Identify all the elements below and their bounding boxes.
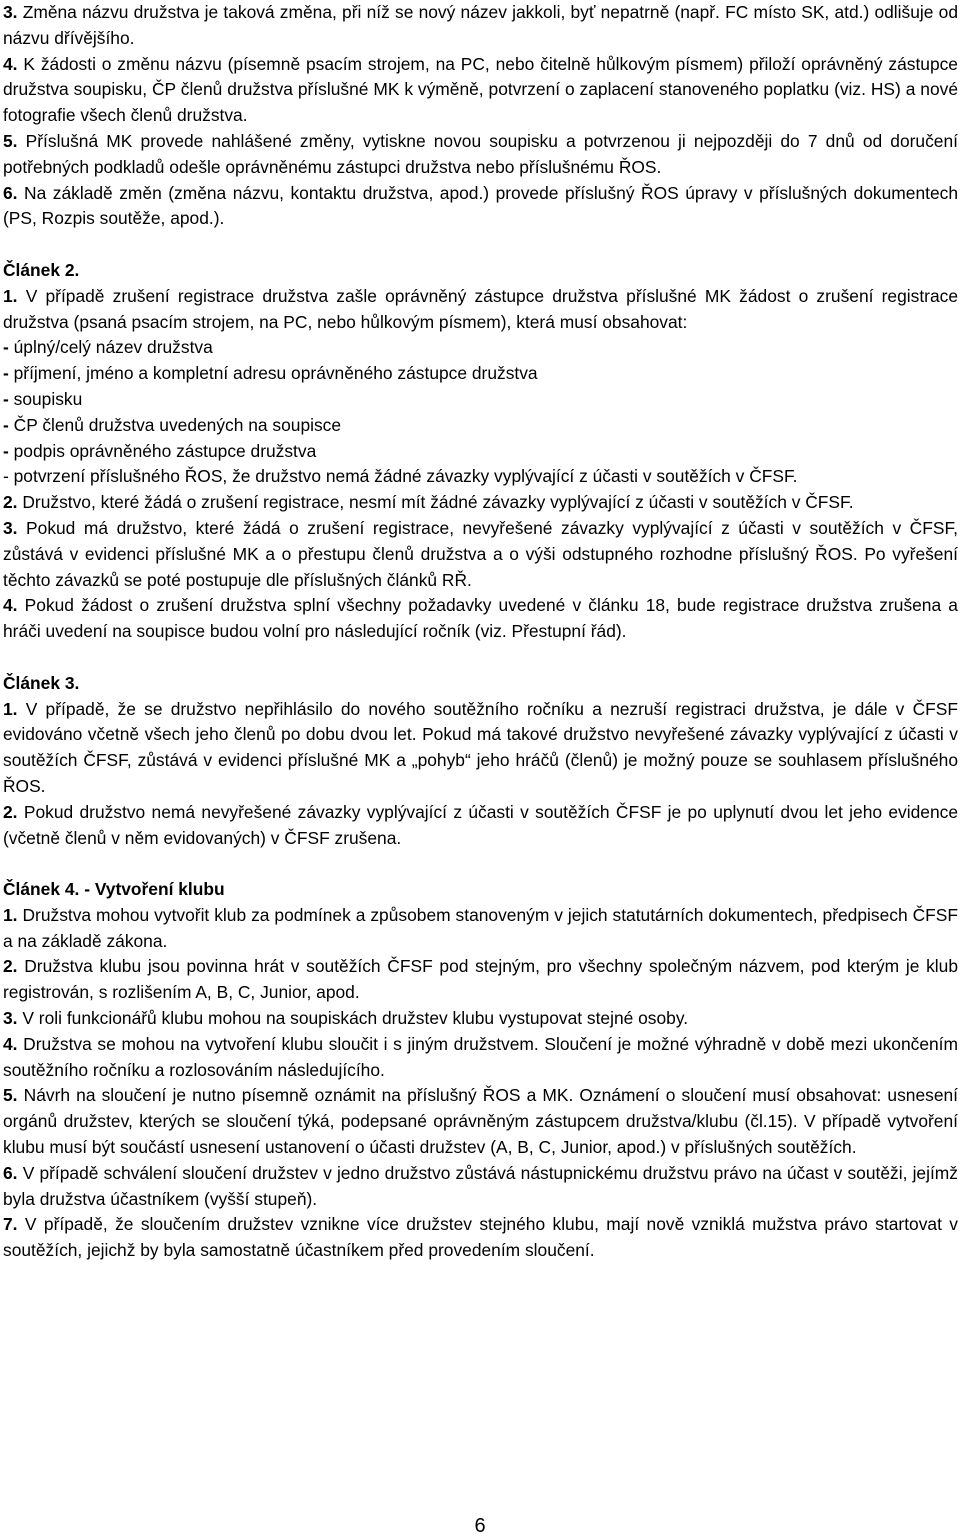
paragraph-number: 6. [3, 1162, 18, 1183]
paragraph-number: 3. [3, 1008, 18, 1029]
paragraph-text: Družstva se mohou na vytvoření klubu sloučit i s jiným družstvem. Sloučení je možné výhradně v době mezi ukončením soutěžního ročníku a rozlosováním následujícího. [3, 1033, 958, 1080]
paragraph [3, 361, 958, 387]
paragraph [3, 413, 958, 439]
paragraph-text: V případě zrušení registrace družstva zašle oprávněný zástupce družstva příslušné MK žádost o zrušení registrace družstva (psaná psacím strojem, na PC, nebo hůlkovým písmem), která musí obsahovat: [3, 285, 958, 332]
paragraph-number: - [3, 440, 9, 461]
paragraph [3, 1212, 958, 1264]
paragraph-text: Na základě změn (změna názvu, kontaktu družstva, apod.) provede příslušný ŘOS úpravy v příslušných dokumentech (PS, Rozpis soutěže, apod.). [3, 182, 958, 229]
paragraph-number: 4. [3, 53, 18, 74]
paragraph-text: Pokud družstvo nemá nevyřešené závazky vyplývající z účasti v soutěžích ČFSF je po uplynutí dvou let jeho evidence (včetně členů v něm evidovaných) v ČFSF zrušena. [3, 801, 958, 848]
paragraph-number: 2. [3, 492, 18, 513]
article-heading: Článek 2. [3, 259, 80, 280]
paragraph-number: 4. [3, 1033, 18, 1054]
paragraph-text: soupisku [13, 388, 83, 409]
paragraph-text: K žádosti o změnu názvu (písemně psacím strojem, na PC, nebo čitelně hůlkovým písmem) přiloží oprávněný zástupce družstva soupisku, ČP členů družstva příslušné MK k výměně, potvrzení o zaplacení stanoveného poplatku (viz. HS) a nové fotografie všech členů družstva. [3, 53, 958, 126]
paragraph-number: 3. [3, 2, 18, 22]
paragraph-number: 1. [3, 904, 18, 925]
paragraph-text: Příslušná MK provede nahlášené změny, vytiskne novou soupisku a potvrzenou ji nejpozději do 7 dnů od doručení potřebných podkladů odešle oprávněnému zástupci družstva nebo příslušnému ŘOS. [3, 130, 958, 177]
paragraph-number: - [3, 414, 9, 435]
paragraph-text: Pokud žádost o zrušení družstva splní všechny požadavky uvedené v článku 18, bude registrace družstva zrušena a hráči uvedení na soupisce budou volní pro následující ročník (viz. Přestupní řád). [3, 595, 958, 642]
paragraph-text: V případě, že sloučením družstev vznikne více družstev stejného klubu, mají nově vzniklá mužstva právo startovat v soutěžích, jejichž by byla samostatně účastníkem před provedením sloučení. [3, 1214, 958, 1261]
paragraph [3, 490, 958, 516]
paragraph [3, 335, 958, 361]
paragraph [3, 697, 958, 800]
paragraph [3, 439, 958, 465]
paragraph-text: Družstva mohou vytvořit klub za podmínek a způsobem stanoveným v jejich statutárních dokumentech, předpisech ČFSF a na základě zákona. [3, 904, 958, 951]
paragraph [3, 0, 958, 52]
paragraph-text: Návrh na sloučení je nutno písemně oznámit na příslušný ŘOS a MK. Oznámení o sloučení musí obsahovat: usnesení orgánů družstev, kterých se sloučení týká, podepsané oprávněným zástupcem družstva/klubu (čl.15). V případě vytvoření klubu musí být součástí usnesení ustanovení o účasti družstev (A, B, C, Junior, apod.) v příslušných soutěžích. [3, 1085, 958, 1158]
paragraph [3, 1032, 958, 1084]
paragraph-number: 2. [3, 801, 18, 822]
paragraph-number: 1. [3, 698, 18, 719]
paragraph-spacer [3, 851, 958, 877]
paragraph [3, 800, 958, 852]
paragraph [3, 181, 958, 233]
paragraph-text: úplný/celý název družstva [13, 337, 213, 358]
paragraph-text: V roli funkcionářů klubu mohou na soupiskách družstev klubu vystupovat stejné osoby. [22, 1008, 689, 1029]
paragraph-number: 4. [3, 595, 18, 616]
paragraph-number: 6. [3, 182, 18, 203]
paragraph-number: 2. [3, 956, 18, 977]
paragraph [3, 464, 958, 490]
paragraph [3, 284, 958, 336]
paragraph [3, 1161, 958, 1213]
paragraph-text: příjmení, jméno a kompletní adresu oprávněného zástupce družstva [13, 363, 538, 384]
paragraph-number: 7. [3, 1214, 18, 1235]
page-number: 6 [474, 1515, 486, 1537]
paragraph-text: podpis oprávněného zástupce družstva [13, 440, 317, 461]
paragraph-spacer [3, 645, 958, 671]
article-heading: Článek 3. [3, 672, 80, 693]
paragraph-text: potvrzení příslušného ŘOS, že družstvo nemá žádné závazky vyplývající z účasti v soutěžích v ČFSF. [13, 466, 798, 487]
paragraph-number: 5. [3, 1085, 18, 1106]
paragraph-text: Družstvo, které žádá o zrušení registrace, nesmí mít žádné závazky vyplývající z účasti v soutěžích v ČFSF. [22, 492, 854, 513]
paragraph-number: - [3, 388, 9, 409]
paragraph-number: 3. [3, 517, 18, 538]
paragraph-number: - [3, 363, 9, 384]
paragraph [3, 903, 958, 955]
paragraph-text: ČP členů družstva uvedených na soupisce [13, 414, 342, 435]
paragraph-text: V případě, že se družstvo nepřihlásilo do nového soutěžního ročníku a nezruší registraci družstva, je dále v ČFSF evidováno včetně všech jeho členů po dobu dvou let. Pokud má takové družstvo nevyřešené závazky vyplývající z účasti v soutěžích ČFSF, zůstává v evidenci příslušné MK a „pohyb“ jeho hráčů (členů) je možný pouze se souhlasem příslušného ŘOS. [3, 698, 958, 796]
paragraph [3, 387, 958, 413]
paragraph-number: - [3, 466, 9, 487]
document-page [3, 0, 958, 1264]
paragraph [3, 52, 958, 129]
paragraph [3, 1083, 958, 1160]
paragraph-text: V případě schválení sloučení družstev v jedno družstvo zůstává nástupnickému družstvu právo na účast v soutěži, jejímž byla družstva účastníkem (vyšší stupeň). [3, 1162, 958, 1209]
paragraph-number: - [3, 337, 9, 358]
paragraph [3, 593, 958, 645]
paragraph-number: 1. [3, 285, 18, 306]
paragraph [3, 1006, 958, 1032]
paragraph [3, 516, 958, 593]
paragraph-text: Změna názvu družstva je taková změna, při níž se nový název jakkoli, byť nepatrně (např. FC místo SK, atd.) odlišuje od názvu dřívějšího. [3, 2, 958, 48]
article-heading: Článek 4. - Vytvoření klubu [3, 879, 225, 900]
paragraph [3, 954, 958, 1006]
paragraph-text: Pokud má družstvo, které žádá o zrušení registrace, nevyřešené závazky vyplývající z účasti v soutěžích v ČFSF, zůstává v evidenci příslušné MK a o přestupu členů družstva a o výši odstupného rozhodne příslušný ŘOS. Po vyřešení těchto závazků se poté postupuje dle příslušných článků RŘ. [3, 517, 958, 590]
paragraph-text: Družstva klubu jsou povinna hrát v soutěžích ČFSF pod stejným, pro všechny společným názvem, pod kterým je klub registrován, s rozlišením A, B, C, Junior, apod. [3, 956, 958, 1003]
paragraph-spacer [3, 232, 958, 258]
paragraph [3, 129, 958, 181]
paragraph-number: 5. [3, 130, 18, 151]
